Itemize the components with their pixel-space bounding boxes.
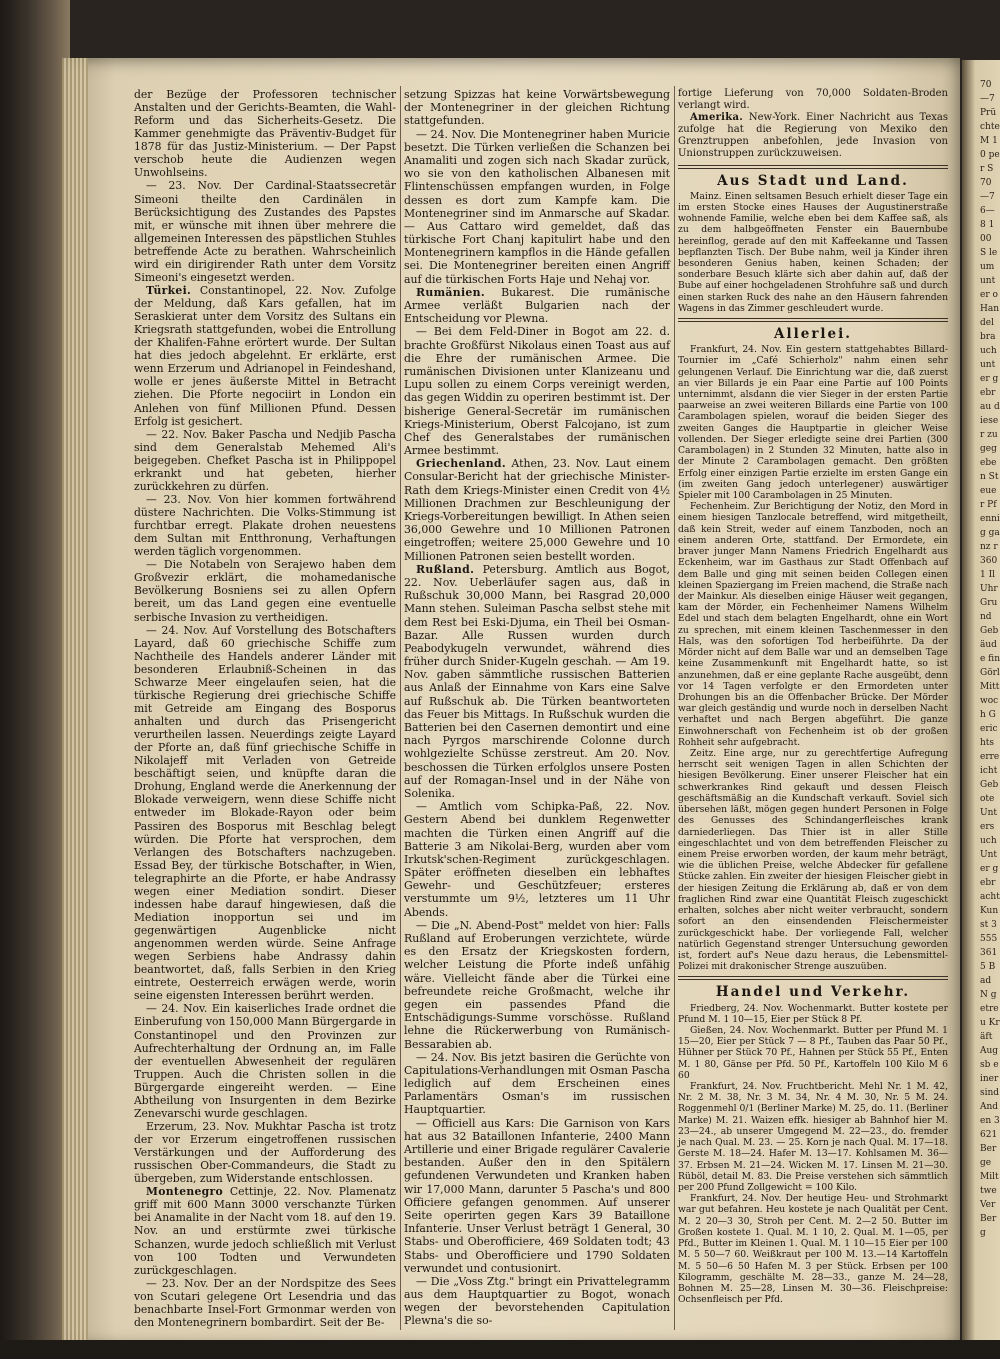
country-heading-russia: Rußland.: [416, 562, 475, 576]
section-divider: [678, 976, 948, 980]
article-paragraph: — Die „N. Abend-Post" meldet von hier: Falls Rußland auf Eroberungen verzichtete, würde es den Ersatz der Kriegskosten fordern, welcher Leistung die Pforte indeß unfähig wäre. Vielleicht fände aber die Türkei eine befreundete reiche Großmacht, welche ihr gegen ein passendes Pfand die Entschädigungs-Summe vorschösse. Rußland lehne die Rückerwerbung von Rumänisch-Bessarabien ab.: [404, 918, 670, 1051]
article-text: Bukarest. Die rumänische Armee verläßt Bulgarien nach der Entscheidung vor Plewna.: [404, 285, 670, 326]
article-paragraph: Frankfurt, 24. Nov. Der heutige Heu- und Strohmarkt war gut befahren. Heu kostete je nach Qualität per Cent. M. 2 20—3 30, Stroh per Cent. M. 2—2 50. Butter im Großen kostete 1. Qual. M. 1 10, 2. Qual. M. 1—05, per Pfd., Butter im Kleinen 1. Qual. M. 1 10—15 Eier per 100 M. 5 50—7 60. Weißkraut per 100 M. 13.—14 Kartoffeln M. 5 50—6 50 Hafen M. 3 per Stück. Erbsen per 100 Kilogramm, geschälte M. 28—33., ganze M. 24—28, Bohnen M. 25—28, Linsen M. 30—36. Fleischpreise: Ochsenfleisch per Pfd.: [678, 1193, 948, 1306]
article-paragraph: [134, 1185, 396, 1276]
article-paragraph: Fechenheim. Zur Berichtigung der Notiz, den Mord in einem hiesigen Tanzlocale betreffend, wird mitgetheilt, daß kein Streit, weder auf einem Tanzboden, noch an einem anderen Orte, stattfand. Der Ermordete, ein braver junger Mann Namens Friedrich Engelhardt aus Eckenheim, war im Gasthaus zur Stadt Offenbach auf dem Balle und ging mit seinen beiden Collegen einen kleinen Spaziergang im Freien machend, die Straße nach der Mainkur. Als dieselben einige Häuser weit gegangen, kam der Mörder, ein Fechenheimer Namens Wilhelm Edel und stach dem belagten Engelhardt, ohne ein Wort zu sprechen, mit einem kleinen Taschenmesser in den Hals, was den sofortigen Tod herbeiführte. Da der Mörder nicht auf dem Balle war und an demselben Tage keine Zusammenkunft mit Engelhardt hatte, so ist anzunehmen, daß er eine geplante Rache ausgeübt, denn vor 14 Tagen verfolgte er den Ermordeten unter Drohungen bis an die Offenbacher Brücke. Der Mörder war gleich geständig und wurde noch in derselben Nacht verhaftet und nach Bergen abgeführt. Die ganze Einwohnerschaft von Fechenheim ist ob der großen Rohheit sehr aufgebracht.: [678, 501, 948, 748]
article-paragraph: setzung Spizzas hat keine Vorwärtsbewegung der Montenegriner in der gleichen Richtung stattgefunden.: [404, 88, 670, 128]
article-paragraph: fortige Lieferung von 70,000 Soldaten-Broden verlangt wird.: [678, 88, 948, 112]
article-paragraph: — 23. Nov. Von hier kommen fortwährend düstere Nachrichten. Die Volks-Stimmung ist furchtbar erregt. Plakate drohen neuestens dem Sultan mit Entthronung, Verhaftungen werden täglich vorgenommen.: [134, 492, 396, 559]
column-3: [678, 88, 948, 1305]
column-1: [134, 88, 396, 1329]
section-divider: [678, 318, 948, 322]
section-heading-local: Aus Stadt und Land.: [717, 172, 909, 189]
article-paragraph: [678, 112, 948, 160]
article-text: Constantinopel, 22. Nov. Zufolge der Meldung, daß Kars gefallen, hat im Seraskierat unter dem Vorsitz des Sultans ein Kriegsrath stattgefunden, wobei die Entrollung der Khalifen-Fahne erörtert wurde. Der Sultan hat dies jedoch abgelehnt. Er erklärte, erst wenn Erzerum und Adrianopel in Feindeshand, wolle er jenes äußerste Mittel in Betracht ziehen. Die Pforte negociirt in London ein Anlehen von fünf Millionen Pfund. Dessen Erfolg ist gesichert.: [134, 283, 396, 428]
article-paragraph: Friedberg, 24. Nov. Wochenmarkt. Butter kostete per Pfund M. 1 10—15, Eier per Stück 8 Pf.: [678, 1002, 948, 1025]
column-rule-2: [674, 86, 675, 1330]
article-text: New-York. Einer Nachricht aus Texas zufolge hat die Regierung von Mexiko den Grenztruppen anbefohlen, jede Invasion von Unionstruppen zurückzuweisen.: [678, 112, 948, 160]
article-paragraph: — 23. Nov. Der an der Nordspitze des Sees von Scutari gelegene Ort Lesendria und das benachbarte Insel-Fort Grmonmar werden von den Montenegrinern bombardirt. Seit der Be-: [134, 1276, 396, 1329]
section-heading-trade: Handel und Verkehr.: [715, 984, 911, 1001]
adjacent-page-text: 70—7 Prüchte M 10 per S 70—7 6—8 100 S leum unter o Handel brauch unter gebrau dieser zugegeben Steuer Pfennig ganz r 3601 Il Uhr Grund Gebäude fin Görl Mittwoch Gerichts erreicht Gebote Untersuch Unter gebracht Kunst 3555 3615 Bad N getreu Kräft Augsb einer sind Anden 3621 Berge Milttwe Ver Berg: [980, 80, 1000, 1238]
column-rule-1: [400, 86, 401, 1330]
article-paragraph: [134, 284, 396, 428]
country-heading-turkey: Türkei.: [146, 283, 192, 297]
country-heading-greece: Griechenland.: [416, 457, 506, 471]
article-paragraph: Frankfurt, 24. Nov. Ein gestern stattgehabtes Billard-Tournier im „Café Schierholz" nahm einen sehr gelungenen Verlauf. Die Einrichtung war die, daß zuerst an vier Billards je ein Paar eine Partie auf 100 Points unternimmt, alsdann die vier Sieger in der ersten Partie paarweise an zwei weiteren Billards eine Partie von 100 Carambolagen spielen, worauf die beiden Sieger des zweiten Ganges die Hauptpartie in gleicher Weise vollenden. Der Sieger erledigte seine drei Partien (300 Carambolagen) in 2 Stunden 32 Minuten, hatte also in der Minute 2 Carambolagen gemacht. Den größten Erfolg einer einzigen Partie erzielte im ersten Gange ein (im zweiten Gang jedoch unterlegener) auswärtiger Spieler mit 100 Carambolagen in 25 Minuten.: [678, 344, 948, 501]
article-paragraph: — 24. Nov. Auf Vorstellung des Botschafters Layard, daß 60 griechische Schiffe zum Nachtheile des Handels anderer Länder mit besonderen Erlaubniß-Scheinen in das Schwarze Meer eingelaufen seien, hat die türkische Regierung drei griechische Schiffe mit Getreide am Eingang des Bosporus anhalten und durch das Prisengericht verurtheilen lassen. Neuerdings zeigte Layard der Pforte an, daß fünf griechische Schiffe in Nikolajeff mit Verladen von Getreide beschäftigt seien, und knüpfte daran die Drohung, England werde die Anerkennung der Blokade verweigern, wenn diese Schiffe nicht entweder im Blokade-Rayon oder beim Passiren des Bosporus mit Beschlag belegt würden. Die Pforte hat versprochen, dem Verlangen des Botschafters nachzugeben. Essad Bey, der türkische Botschafter, in Wien, telegraphirte an die Pforte, er habe Andrassy wegen einer Mediation sondirt. Dieser indessen habe darauf hingewiesen, daß die Mediation inopportun sei und im gegenwärtigen Augenblicke nicht angenommen werden würde. Seine Anfrage wegen Serbiens habe Andrassy dahin beantwortet, daß, falls Serbien in den Krieg eintrete, Oesterreich erwägen werde, worin seine eigensten Interessen berührt werden.: [134, 623, 396, 1003]
article-paragraph: [404, 457, 670, 563]
article-paragraph: — Die Notabeln von Serajewo haben dem Großvezir erklärt, die mohamedanische Bevölkerung Bosniens sei zu allen Opfern bereit, um das Land gegen eine eventuelle serbische Invasion zu vertheidigen.: [134, 558, 396, 624]
book-binding: [0, 0, 70, 1359]
country-heading-romania: Rumänien.: [416, 285, 485, 299]
article-paragraph: — Officiell aus Kars: Die Garnison von Kars hat aus 32 Bataillonen Infanterie, 2400 Mann Artillerie und einer Brigade regulärer Cavalerie bestanden. Außer den in den Spitälern gefundenen Verwundeten und Kranken haben wir 17,000 Mann, darunter 5 Pascha's und 800 Officiere gefangen genommen. Auf unserer Seite operirten gegen Kars 39 Bataillone Infanterie. Unser Verlust beträgt 1 General, 30 Stabs- und Oberofficiere, 469 Soldaten todt; 43 Stabs- und Oberofficiere und 1790 Soldaten verwundet und contusionirt.: [404, 1116, 670, 1275]
article-paragraph: [404, 563, 670, 800]
article-paragraph: — 24. Nov. Ein kaiserliches Irade ordnet die Einberufung von 150,000 Mann Bürgergarde in Constantinopel und den Provinzen zur Aufrechterhaltung der Ordnung an, im Falle der eventuellen Abwesenheit der regulären Truppen. Auch die Christen sollen in die Bürgergarde eingereiht werden. — Eine Abtheilung von Insurgenten in dem Bezirke Zenevarschi wurde geschlagen.: [134, 1002, 397, 1120]
article-paragraph: [404, 286, 670, 326]
article-paragraph: — Die „Voss Ztg." bringt ein Privattelegramm aus dem Hauptquartier zu Bogot, wonach wegen der bevorstehenden Capitulation Plewna's die so-: [404, 1274, 670, 1328]
article-paragraph: — 22. Nov. Baker Pascha und Nedjib Pascha sind dem Generalstab Mehemed Ali's beigegeben. Chefket Pascha ist in Philippopel erkrankt und hat gebeten, hierher zurückkehren zu dürfen.: [134, 427, 396, 493]
article-paragraph: Erzerum, 23. Nov. Mukhtar Pascha ist trotz der vor Erzerum eingetroffenen russischen Verstärkungen und der Aufforderung des russischen Ober-Commandeurs, die Stadt zu übergeben, zum Widerstande entschlossen.: [134, 1119, 396, 1186]
column-2: [404, 88, 670, 1328]
article-paragraph: — 23. Nov. Der Cardinal-Staatssecretär Simeoni theilte den Cardinälen in Berücksichtigung des Zustandes des Papstes mit, er wünsche mit ihnen über mehrere die allgemeinen Interessen des päpstlichen Stuhles betreffende Acte zu berathen. Wahrscheinlich wird ein dirigirender Rath unter dem Vorsitz Simeoni's eingesetzt werden.: [134, 179, 396, 284]
article-text: Petersburg. Amtlich aus Bogot, 22. Nov. Ueberläufer sagen aus, daß in Rußschuk 30,000 Mann, bei Rasgrad 20,000 Mann stehen. Suleiman Pascha selbst stehe mit dem Rest bei Eski-Djuma, ein Theil bei Osman-Bazar. Alle Russen wurden durch Peabodykugeln verwundet, während dies früher durch Snider-Kugeln geschah. — Am 19. Nov. gaben sämmtliche russischen Batterien aus Anlaß der Einnahme von Kars eine Salve auf Rußschuk ab. Die Türken beantworteten das Feuer bis Mittags. In Rußschuk wurden die Batterien bei den Casernen demontirt und eine nach Pyrgos marschirende Colonne durch wohlgezielte Schüsse zerstreut. Am 20. Nov. beschossen die Türken erfolglos unsere Posten auf der Romagan-Insel und in der Nähe von Solenika.: [404, 562, 670, 800]
article-paragraph: — Bei dem Feld-Diner in Bogot am 22. d. brachte Großfürst Nikolaus einen Toast aus auf die Ehre der rumänischen Armee. Die rumänischen Divisionen unter Klanizeanu und Lupu sollen zu einem Corps vereinigt werden, das gegen Widdin zu operiren bestimmt ist. Der bisherige General-Secretär im rumänischen Kriegs-Ministerium, Oberst Falcojano, ist zum Chef des Generalstabes der rumänischen Armee bestimmt.: [404, 325, 670, 458]
section-divider: [678, 165, 948, 169]
article-paragraph: — 24. Nov. Bis jetzt basiren die Gerüchte von Capitulations-Verhandlungen mit Osman Pascha lediglich auf dem Erscheinen eines Parlamentärs Osman's im russischen Hauptquartier.: [404, 1050, 670, 1117]
page-edge: [62, 58, 88, 1348]
article-text: Cettinje, 22. Nov. Plamenatz griff mit 600 Mann 3000 verschanzte Türken bei Anamalite in der Nacht vom 18. auf den 19. Nov. an und erstürmte zwei türkische Schanzen, wurde jedoch schließlich mit Verlust von 100 Todten und Verwundeten zurückgeschlagen.: [134, 1185, 396, 1277]
article-paragraph: Frankfurt, 24. Nov. Fruchtbericht. Mehl Nr. 1 M. 42, Nr. 2 M. 38, Nr. 3 M. 34, Nr. 4 M. 30, Nr. 5 M. 24. Roggenmehl 0/1 (Berliner Marke) M. 25, do. 11. (Berliner Marke) M. 21. Waizen effk. hiesiger ab Bahnhof hier M. 23—24., ab unserer Umgegend M. 22—23., do. fremder je nach Qual. M. 23. — 25. Korn je nach Qual. M. 17—18. Gerste M. 18—24. Hafer M. 13—17. Kohlsamen M. 36—37. Erbsen M. 21—24. Wicken M. 17. Linsen M. 21—30. Rüböl, detail M. 83. Die Preise verstehen sich sämmtlich per 200 Pfund Zollgewicht = 100 Kilo.: [678, 1081, 948, 1193]
article-paragraph: der Bezüge der Professoren technischer Anstalten und der Gerichts-Beamten, die Wahl-Reform und das Sicherheits-Gesetz. Die Kammer genehmigte das Präventiv-Budget für 1878 für das Justiz-Ministerium. — Der Papst verschob heute die Audienzen wegen Unwohlseins.: [134, 88, 396, 180]
adjacent-page-edge: [962, 60, 1000, 1359]
country-heading-america: Amerika.: [690, 112, 744, 124]
article-paragraph: Zeitz. Eine arge, nur zu gerechtfertige Aufregung herrscht seit wenigen Tagen in allen Schichten der hiesigen Bevölkerung. Einer unserer Fleischer hat ein schwerkrankes Rind gekauft und dessen Fleisch geschäftsmäßig an die Kundschaft verkauft. Soviel sich übersehen läßt, mögen gegen hundert Personen in Folge des Genusses des Schindangerfleisches krank darniederliegen. Das Thier ist in aller Stille eingeschlachtet und von dem betreffenden Fleischer zu einem Preise erworben worden, der kaum mehr beträgt, wie die üblichen Preise, welche Abdecker für gefallene Stücke zahlen. Ein zweiter der hiesigen Fleischer giebt in der hiesigen Zeitung die Erklärung ab, daß er von dem fraglichen Rind zwar eine Quantität Fleisch zugeschickt erhalten, solches aber nicht weiter verbraucht, sondern sofort an den einsendenden Fleischermeister zurückgeschickt habe. Der vorliegende Fall, welcher natürlich Gegenstand strenger Untersuchung geworden ist, fordert auf's Neue dazu heraus, die Lebensmittel-Polizei mit drakonischer Strenge auszuüben.: [678, 748, 948, 973]
article-paragraph: — Amtlich vom Schipka-Paß, 22. Nov. Gestern Abend bei dunklem Regenwetter machten die Türken einen Angriff auf die Batterie 3 am Nikolai-Berg, wurden aber vom Irkutsk'schen-Regiment zurückgeschlagen. Später eröffneten dieselben ein lebhaftes Gewehr- und Geschützfeuer; ersteres verstummte um 9½, letzteres um 11 Uhr Abends.: [404, 800, 670, 919]
section-heading-miscellaneous: Allerlei.: [774, 326, 852, 343]
country-heading-montenegro: Montenegro: [146, 1185, 224, 1199]
article-paragraph: Mainz. Einen seltsamen Besuch erhielt dieser Tage ein im ersten Stocke eines Hauses der Augustinerstraße wohnende Familie, welche eben bei dem Kaffee saß, als zu dem halbgeöffneten Fenster ein Bauernbube hereinflog, gerade auf den mit Kaffeekanne und Tassen bepflanzten Tisch. Der Bube nahm, weil ja Kinder ihren besonderen Genius haben, keinen Schaden; der sonderbare Besuch klärte sich aber dahin auf, daß der Bube auf einer hochgeladenen Strohfuhre saß und durch einen starken Ruck des nahe an den Häusern fahrenden Wagens in das Zimmer geschleudert wurde.: [678, 190, 948, 314]
article-paragraph: Gießen, 24. Nov. Wochenmarkt. Butter per Pfund M. 1 15—20, Eier per Stück 7 — 8 Pf., Tauben das Paar 50 Pf., Hühner per Stück 70 Pf., Hahnen per Stück 55 Pf., Enten M. 1 80, Gänse per Pfd. 50 Pf., Kartoffeln 100 Kilo M 6 60: [678, 1024, 948, 1081]
article-paragraph: — 24. Nov. Die Montenegriner haben Muricie besetzt. Die Türken verließen die Schanzen bei Anamaliti und zogen sich nach Skadar zurück, wo sie von den katholischen Albanesen mit Flintenschüssen empfangen wurden, in Folge dessen es dort zum Kampfe kam. Die Montenegriner sind im Anmarsche auf Skadar. — Aus Cattaro wird gemeldet, daß das türkische Fort Chanj kapitulirt habe und den Montenegrinern kampflos in die Hände gefallen sei. Die Montenegriner bereiten einen Angriff auf die türkischen Forts Haje und Nehaj vor.: [404, 127, 670, 286]
scan-border: [0, 1340, 1000, 1359]
article-text: Athen, 23. Nov. Laut einem Consular-Bericht hat der griechische Minister-Rath dem Kriegs-Minister einen Credit von 4½ Millionen Drachmen zur Beschleunigung der Kriegs-Vorbereitungen bewilligt. In Athen seien 36,000 Gewehre und 10 Millionen Patronen eingetroffen; weitere 25,000 Gewehre und 10 Millionen Patronen seien bestellt worden.: [404, 457, 670, 563]
